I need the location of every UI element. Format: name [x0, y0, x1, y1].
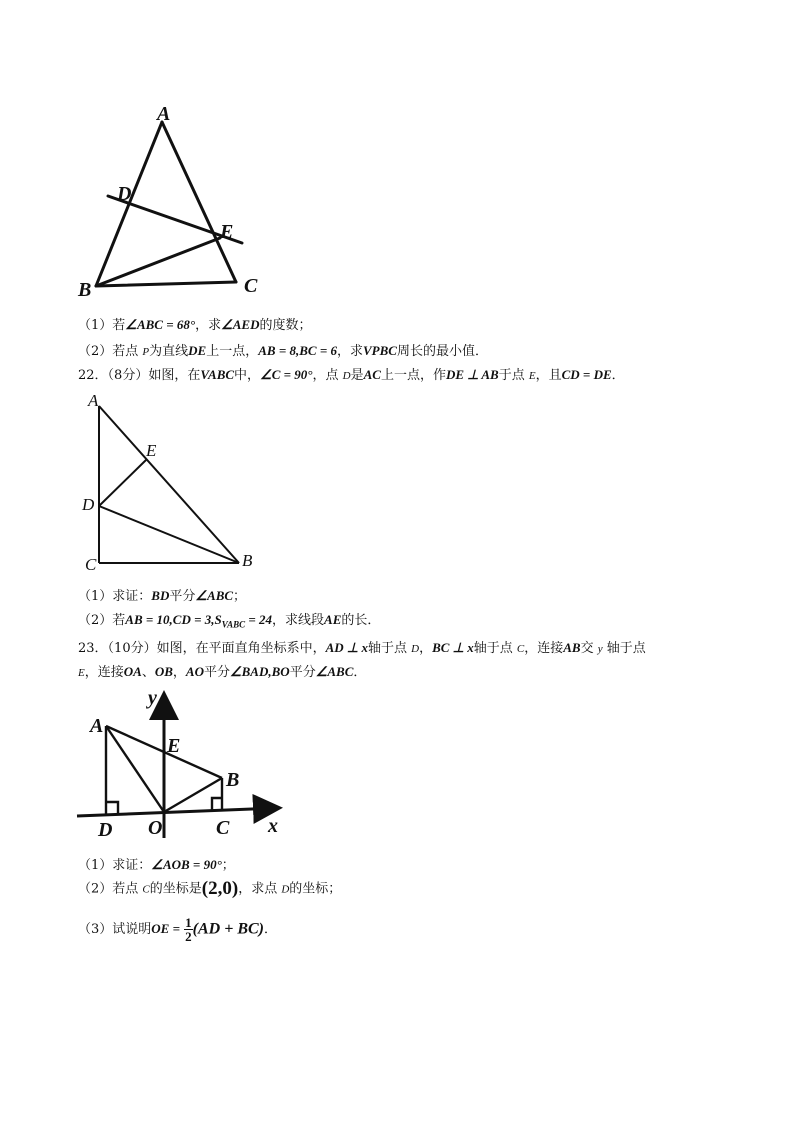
figure-right-triangle	[76, 388, 276, 578]
segment-ob	[164, 778, 222, 812]
segment-be	[96, 238, 220, 286]
fraction-one-half: $\frac{1}{2}$	[185, 915, 192, 944]
segment-db	[99, 506, 239, 563]
q23-part2: （2）若点 C的坐标是(2,0)，求点 D的坐标；	[78, 878, 342, 899]
label-x: x	[268, 815, 278, 837]
label-e: E	[220, 221, 234, 243]
label-b: B	[78, 279, 92, 301]
label-y: y	[148, 688, 157, 709]
label-d: D	[117, 183, 132, 205]
label-c: C	[244, 275, 258, 297]
label-c: C	[85, 555, 97, 574]
right-angle-d	[106, 802, 118, 814]
right-angle-c	[212, 798, 222, 810]
label-c: C	[216, 817, 230, 839]
figure-coordinate-system	[72, 688, 302, 848]
label-a: A	[157, 103, 171, 125]
q22-part1: （1）求证：BD平分∠ABC；	[78, 588, 247, 604]
label-d: D	[82, 495, 95, 514]
segment-bc	[96, 282, 236, 286]
q23-heading-line1: 23．（10分）如图，在平面直角坐标系中，AD ⊥ x轴于点 D，BC ⊥ x轴于点 C，连接AB交 y 轴于点	[78, 640, 646, 656]
q22-part2: （2）若AB = $10,CD = 3,S_{VABC} = 24$，求线段AE的长．	[78, 612, 381, 630]
q22-heading: 22．（8分）如图，在VABC中，∠C = 90°，点 D是AC上一点，作DE ⊥ AB于点 E，且CD = DE．	[78, 367, 625, 383]
label-o: O	[148, 817, 163, 839]
label-e: E	[167, 735, 181, 757]
label-b: B	[226, 769, 240, 791]
label-b: B	[242, 551, 253, 570]
segment-ac	[162, 122, 236, 282]
q23-heading-line2: E，连接OA、OB，AO平分∠BAD,BO平分∠ABC．	[78, 664, 367, 680]
q23-part3: （3）试说明OE = $\frac{1}{2}$ (AD + BC)．	[78, 915, 278, 944]
label-a: A	[88, 391, 99, 410]
label-e: E	[146, 441, 157, 460]
q21-part2: （2）若点 P为直线DE上一点，AB = 8,BC = 6，求VPBC周长的最小值．	[78, 343, 488, 359]
figure-triangle-abc-de	[70, 100, 370, 310]
label-d: D	[98, 819, 113, 841]
segment-de	[99, 460, 146, 506]
label-a: A	[90, 715, 104, 737]
q23-part1: （1）求证：∠AOB = 90°；	[78, 857, 235, 873]
q21-part1: （1）若∠ABC = 68°，求∠AED的度数；	[78, 317, 312, 333]
